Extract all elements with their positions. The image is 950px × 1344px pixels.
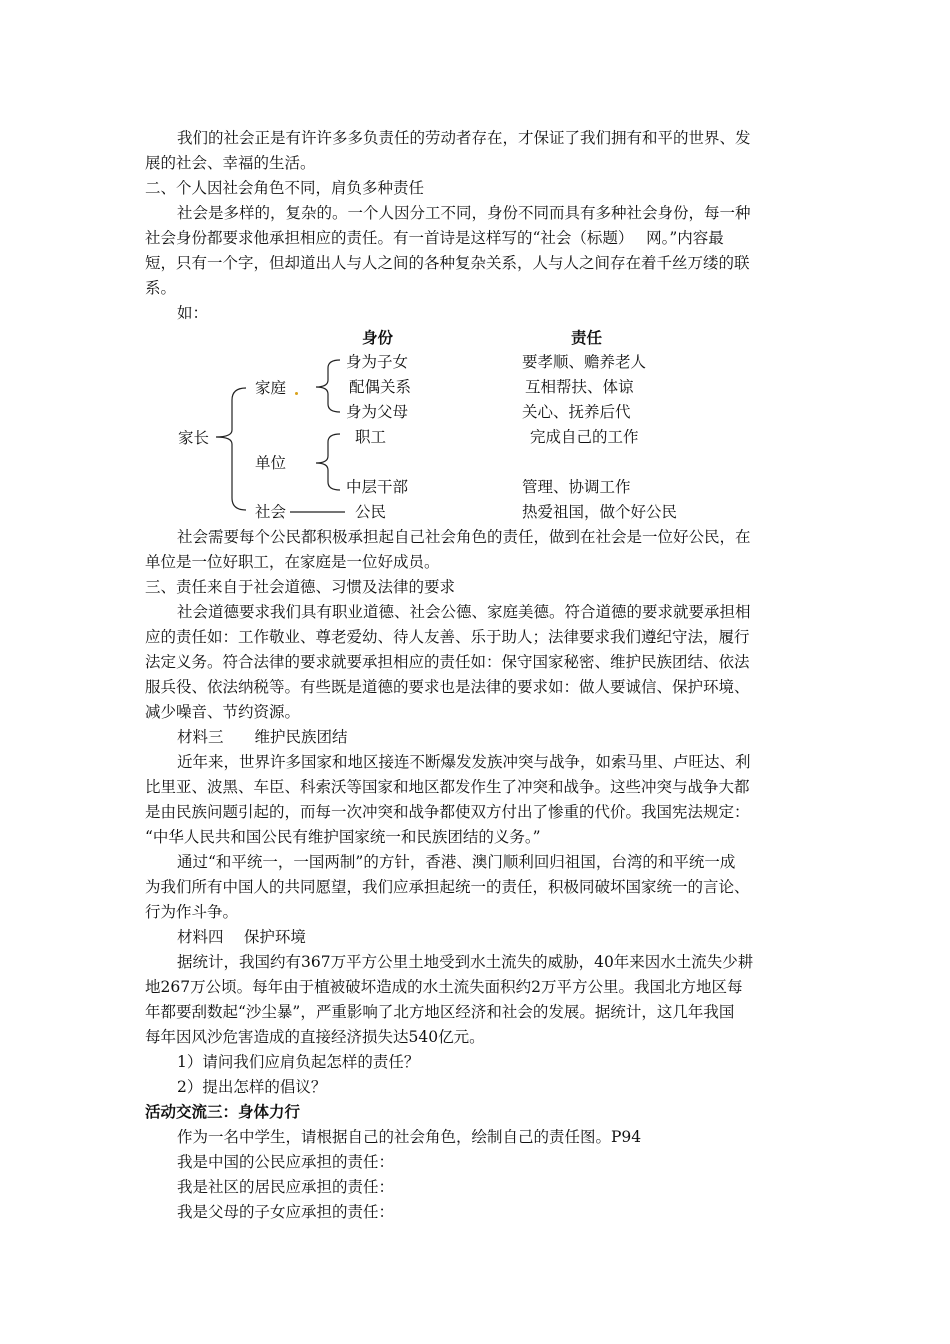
diagram-identity: 公民 <box>355 503 387 521</box>
paragraph-line: 比里亚、波黑、车臣、科索沃等国家和地区都发作生了冲突和战争。这些冲突与战争大都 <box>145 778 750 796</box>
paragraph-line: 我是中国的公民应承担的责任： <box>177 1153 395 1171</box>
paragraph-line: 单位是一位好职工，在家庭是一位好成员。 <box>145 553 440 571</box>
diagram-group-work: 单位 <box>255 454 287 472</box>
diagram-responsibility: 完成自己的工作 <box>530 428 639 446</box>
paragraph-line: 系。 <box>145 279 177 297</box>
diagram-group-family: 家庭 <box>255 379 287 397</box>
paragraph-line: 我是社区的居民应承担的责任： <box>177 1178 395 1196</box>
paragraph-line: 我们的社会正是有许许多多负责任的劳动者存在，才保证了我们拥有和平的世界、发 <box>177 129 751 147</box>
paragraph-line: 法定义务。符合法律的要求就要承担相应的责任如：保守国家秘密、维护民族团结、依法 <box>145 653 750 671</box>
paragraph-line: 年都要刮数起“沙尘暴”，严重影响了北方地区经济和社会的发展。据统计，这几年我国 <box>145 1003 735 1021</box>
paragraph-line: 为我们所有中国人的共同愿望，我们应承担起统一的责任，积极同破坏国家统一的言论、 <box>145 878 750 896</box>
diagram-responsibility: 管理、协调工作 <box>522 478 631 496</box>
example-label: 如： <box>177 304 209 322</box>
diagram-root: 家长 <box>178 429 210 447</box>
material-title: 材料四 保护环境 <box>177 928 306 946</box>
paragraph-line: 地267万公顷。每年由于植被破坏造成的水土流失面积约2万平方公里。我国北方地区每 <box>145 978 743 996</box>
question-item: 2）提出怎样的倡议？ <box>177 1078 327 1096</box>
paragraph-line: 短，只有一个字，但却道出人与人之间的各种复杂关系，人与人之间存在着千丝万缕的联 <box>145 254 750 272</box>
diagram-identity: 身为父母 <box>346 403 409 421</box>
paragraph-line: 是由民族问题引起的，而每一次冲突和战争都使双方付出了惨重的代价。我国宪法规定： <box>145 803 750 821</box>
paragraph-line: 展的社会、幸福的生活。 <box>145 154 316 172</box>
diagram-identity: 身为子女 <box>346 353 409 371</box>
root-brace <box>216 388 246 510</box>
paragraph-line: 服兵役、依法纳税等。有些既是道德的要求也是法律的要求如：做人要诚信、保护环境、 <box>145 678 750 696</box>
paragraph-line: 社会需要每个公民都积极承担起自己社会角色的责任，做到在社会是一位好公民，在 <box>177 528 751 546</box>
diagram-responsibility: 热爱祖国，做个好公民 <box>522 503 678 521</box>
material-title: 材料三 维护民族团结 <box>177 728 348 746</box>
activity-heading: 活动交流三：身体力行 <box>145 1103 301 1121</box>
paragraph-line: 社会是多样的，复杂的。一个人因分工不同，身份不同而具有多种社会身份，每一种 <box>177 204 751 222</box>
paragraph-line: 减少噪音、节约资源。 <box>145 703 301 721</box>
section-heading: 三、责任来自于社会道德、习惯及法律的要求 <box>145 578 456 596</box>
paragraph-line: 应的责任如：工作敬业、尊老爱幼、待人友善、乐于助人；法律要求我们遵纪守法，履行 <box>145 628 750 646</box>
question-item: 1）请问我们应肩负起怎样的责任？ <box>177 1053 420 1071</box>
work-brace <box>316 434 340 490</box>
diagram-identity: 职工 <box>355 428 387 446</box>
column-header-identity: 身份 <box>362 329 394 347</box>
paragraph-line: 每年因风沙危害造成的直接经济损失达540亿元。 <box>145 1028 485 1046</box>
paragraph-line: 社会道德要求我们具有职业道德、社会公德、家庭美德。符合道德的要求就要承担相 <box>177 603 751 621</box>
paragraph-line: 近年来，世界许多国家和地区接连不断爆发发族冲突与战争，如索马里、卢旺达、利 <box>177 753 751 771</box>
paragraph-line: 社会身份都要求他承担相应的责任。有一首诗是这样写的“社会（标题） 网。”内容最 <box>145 229 724 247</box>
diagram-responsibility: 关心、抚养后代 <box>522 403 631 421</box>
diagram-group-society: 社会 <box>255 503 287 521</box>
diagram-identity: 中层干部 <box>346 478 409 496</box>
column-header-responsibility: 责任 <box>571 329 603 347</box>
paragraph-line: 作为一名中学生，请根据自己的社会角色，绘制自己的责任图。P94 <box>177 1128 642 1146</box>
paragraph-line: 据统计，我国约有367万平方公里土地受到水土流失的威胁，40年来因水土流失少耕 <box>177 953 754 971</box>
section-heading: 二、个人因社会角色不同，肩负多种责任 <box>145 179 425 197</box>
paragraph-line: 我是父母的子女应承担的责任： <box>177 1203 395 1221</box>
paragraph-line: “中华人民共和国公民有维护国家统一和民族团结的义务。” <box>145 828 541 846</box>
family-brace <box>316 360 340 412</box>
paragraph-line: 通过“和平统一，一国两制”的方针，香港、澳门顺利回归祖国，台湾的和平统一成 <box>177 853 736 871</box>
paragraph-line: 行为作斗争。 <box>145 903 239 921</box>
diagram-responsibility: 要孝顺、赡养老人 <box>522 353 647 371</box>
diagram-identity: 配偶关系 <box>349 378 412 396</box>
diagram-responsibility: 互相帮扶、体谅 <box>525 378 634 396</box>
